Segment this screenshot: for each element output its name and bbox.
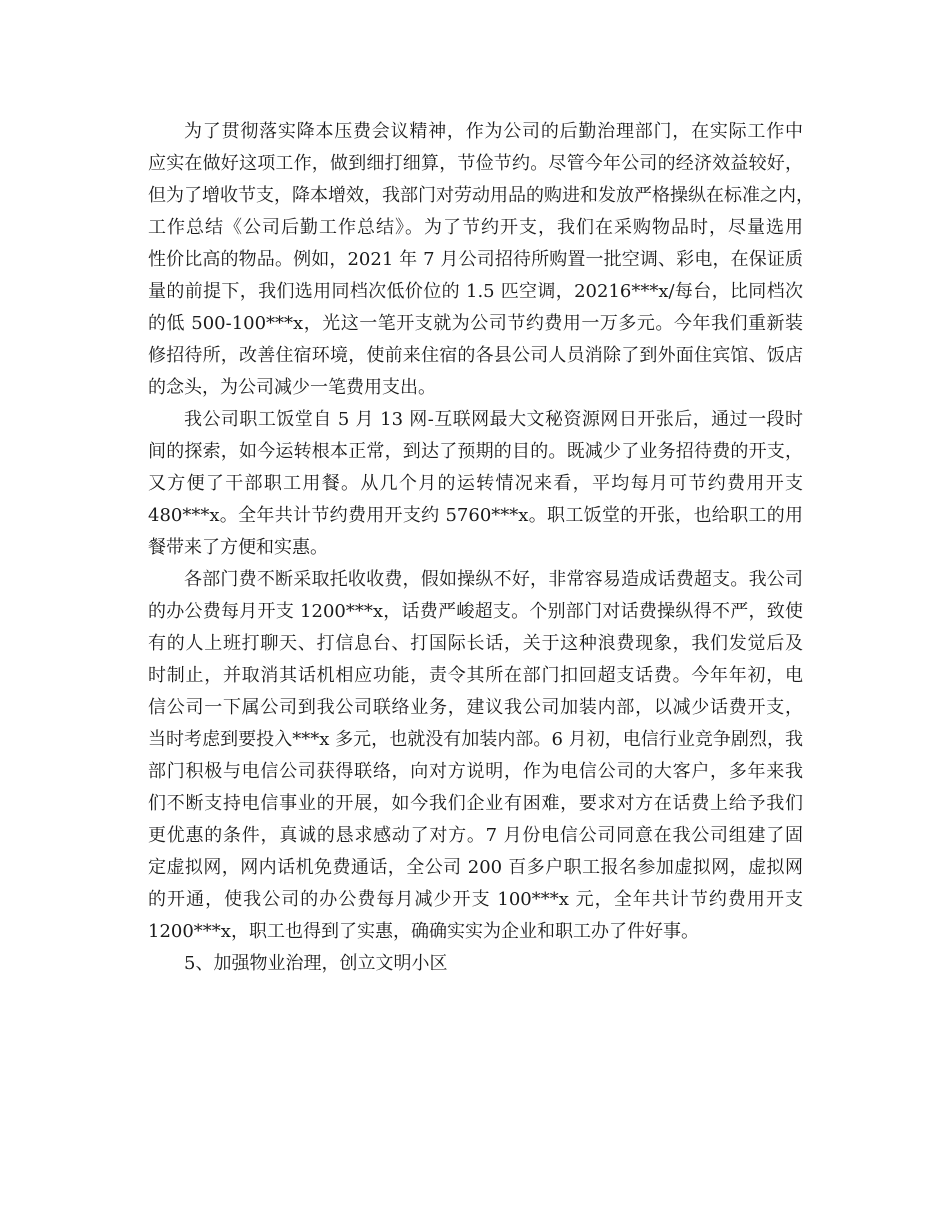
paragraph-3 <box>148 564 803 948</box>
text-line: 定虚拟网，网内话机免费通话，全公司 200 百多户职工报名参加虚拟网，虚拟网 <box>148 857 803 878</box>
text-line: 性价比高的物品。例如，2021 年 7 月公司招待所购置一批空调、彩电，在保证质 <box>148 249 803 270</box>
text-line: 时制止，并取消其话机相应功能，责令其所在部门扣回超支话费。今年年初，电 <box>148 665 803 686</box>
text-line: 为了贯彻落实降本压费会议精神，作为公司的后勤治理部门，在实际工作中 <box>184 121 803 142</box>
text-line: 修招待所，改善住宿环境，使前来住宿的各县公司人员消除了到外面住宾馆、饭店 <box>148 345 803 366</box>
text-line: 480***x。全年共计节约费用开支约 5760***x。职工饭堂的开张，也给职工的用 <box>148 505 803 526</box>
section-heading-text: 5、加强物业治理，创立文明小区 <box>184 953 448 974</box>
text-line: 们不断支持电信事业的开展，如今我们企业有困难，要求对方在话费上给予我们 <box>148 793 803 814</box>
text-line: 又方便了干部职工用餐。从几个月的运转情况来看，平均每月可节约费用开支 <box>148 473 803 494</box>
text-line: 的念头，为公司减少一笔费用支出。 <box>148 377 436 398</box>
text-line: 各部门费不断采取托收收费，假如操纵不好，非常容易造成话费超支。我公司 <box>184 569 803 590</box>
document-body <box>148 116 814 980</box>
text-line: 的办公费每月开支 1200***x，话费严峻超支。个别部门对话费操纵得不严，致使 <box>148 601 803 622</box>
text-line: 量的前提下，我们选用同档次低价位的 1.5 匹空调，20216***x/每台，比同档次 <box>148 281 803 302</box>
text-line: 有的人上班打聊天、打信息台、打国际长话，关于这种浪费现象，我们发觉后及 <box>148 633 803 654</box>
section-heading <box>148 948 803 980</box>
text-line: 我公司职工饭堂自 5 月 13 网-互联网最大文秘资源网日开张后，通过一段时 <box>184 409 803 430</box>
text-line: 更优惠的条件，真诚的恳求感动了对方。7 月份电信公司同意在我公司组建了固 <box>148 825 803 846</box>
text-line: 的开通，使我公司的办公费每月减少开支 100***x 元，全年共计节约费用开支 <box>148 889 803 910</box>
text-line: 但为了增收节支，降本增效，我部门对劳动用品的购进和发放严格操纵在标准之内， <box>148 185 814 206</box>
text-line: 信公司一下属公司到我公司联络业务，建议我公司加装内部，以减少话费开支， <box>148 697 803 718</box>
text-line: 餐带来了方便和实惠。 <box>148 537 328 558</box>
text-line: 当时考虑到要投入***x 多元，也就没有加装内部。6 月初，电信行业竞争剧烈，我 <box>148 729 803 750</box>
text-line: 部门积极与电信公司获得联络，向对方说明，作为电信公司的大客户，多年来我 <box>148 761 803 782</box>
paragraph-1 <box>148 116 814 404</box>
text-line: 1200***x，职工也得到了实惠，确确实实为企业和职工办了件好事。 <box>148 921 699 942</box>
text-line: 的低 500-100***x，光这一笔开支就为公司节约费用一万多元。今年我们重新装 <box>148 313 803 334</box>
paragraph-2 <box>148 404 803 564</box>
text-line: 间的探索，如今运转根本正常，到达了预期的目的。既减少了业务招待费的开支， <box>148 441 803 462</box>
text-line: 工作总结《公司后勤工作总结》。为了节约开支，我们在采购物品时，尽量选用 <box>148 217 803 238</box>
text-line: 应实在做好这项工作，做到细打细算，节俭节约。尽管今年公司的经济效益较好， <box>148 153 803 174</box>
